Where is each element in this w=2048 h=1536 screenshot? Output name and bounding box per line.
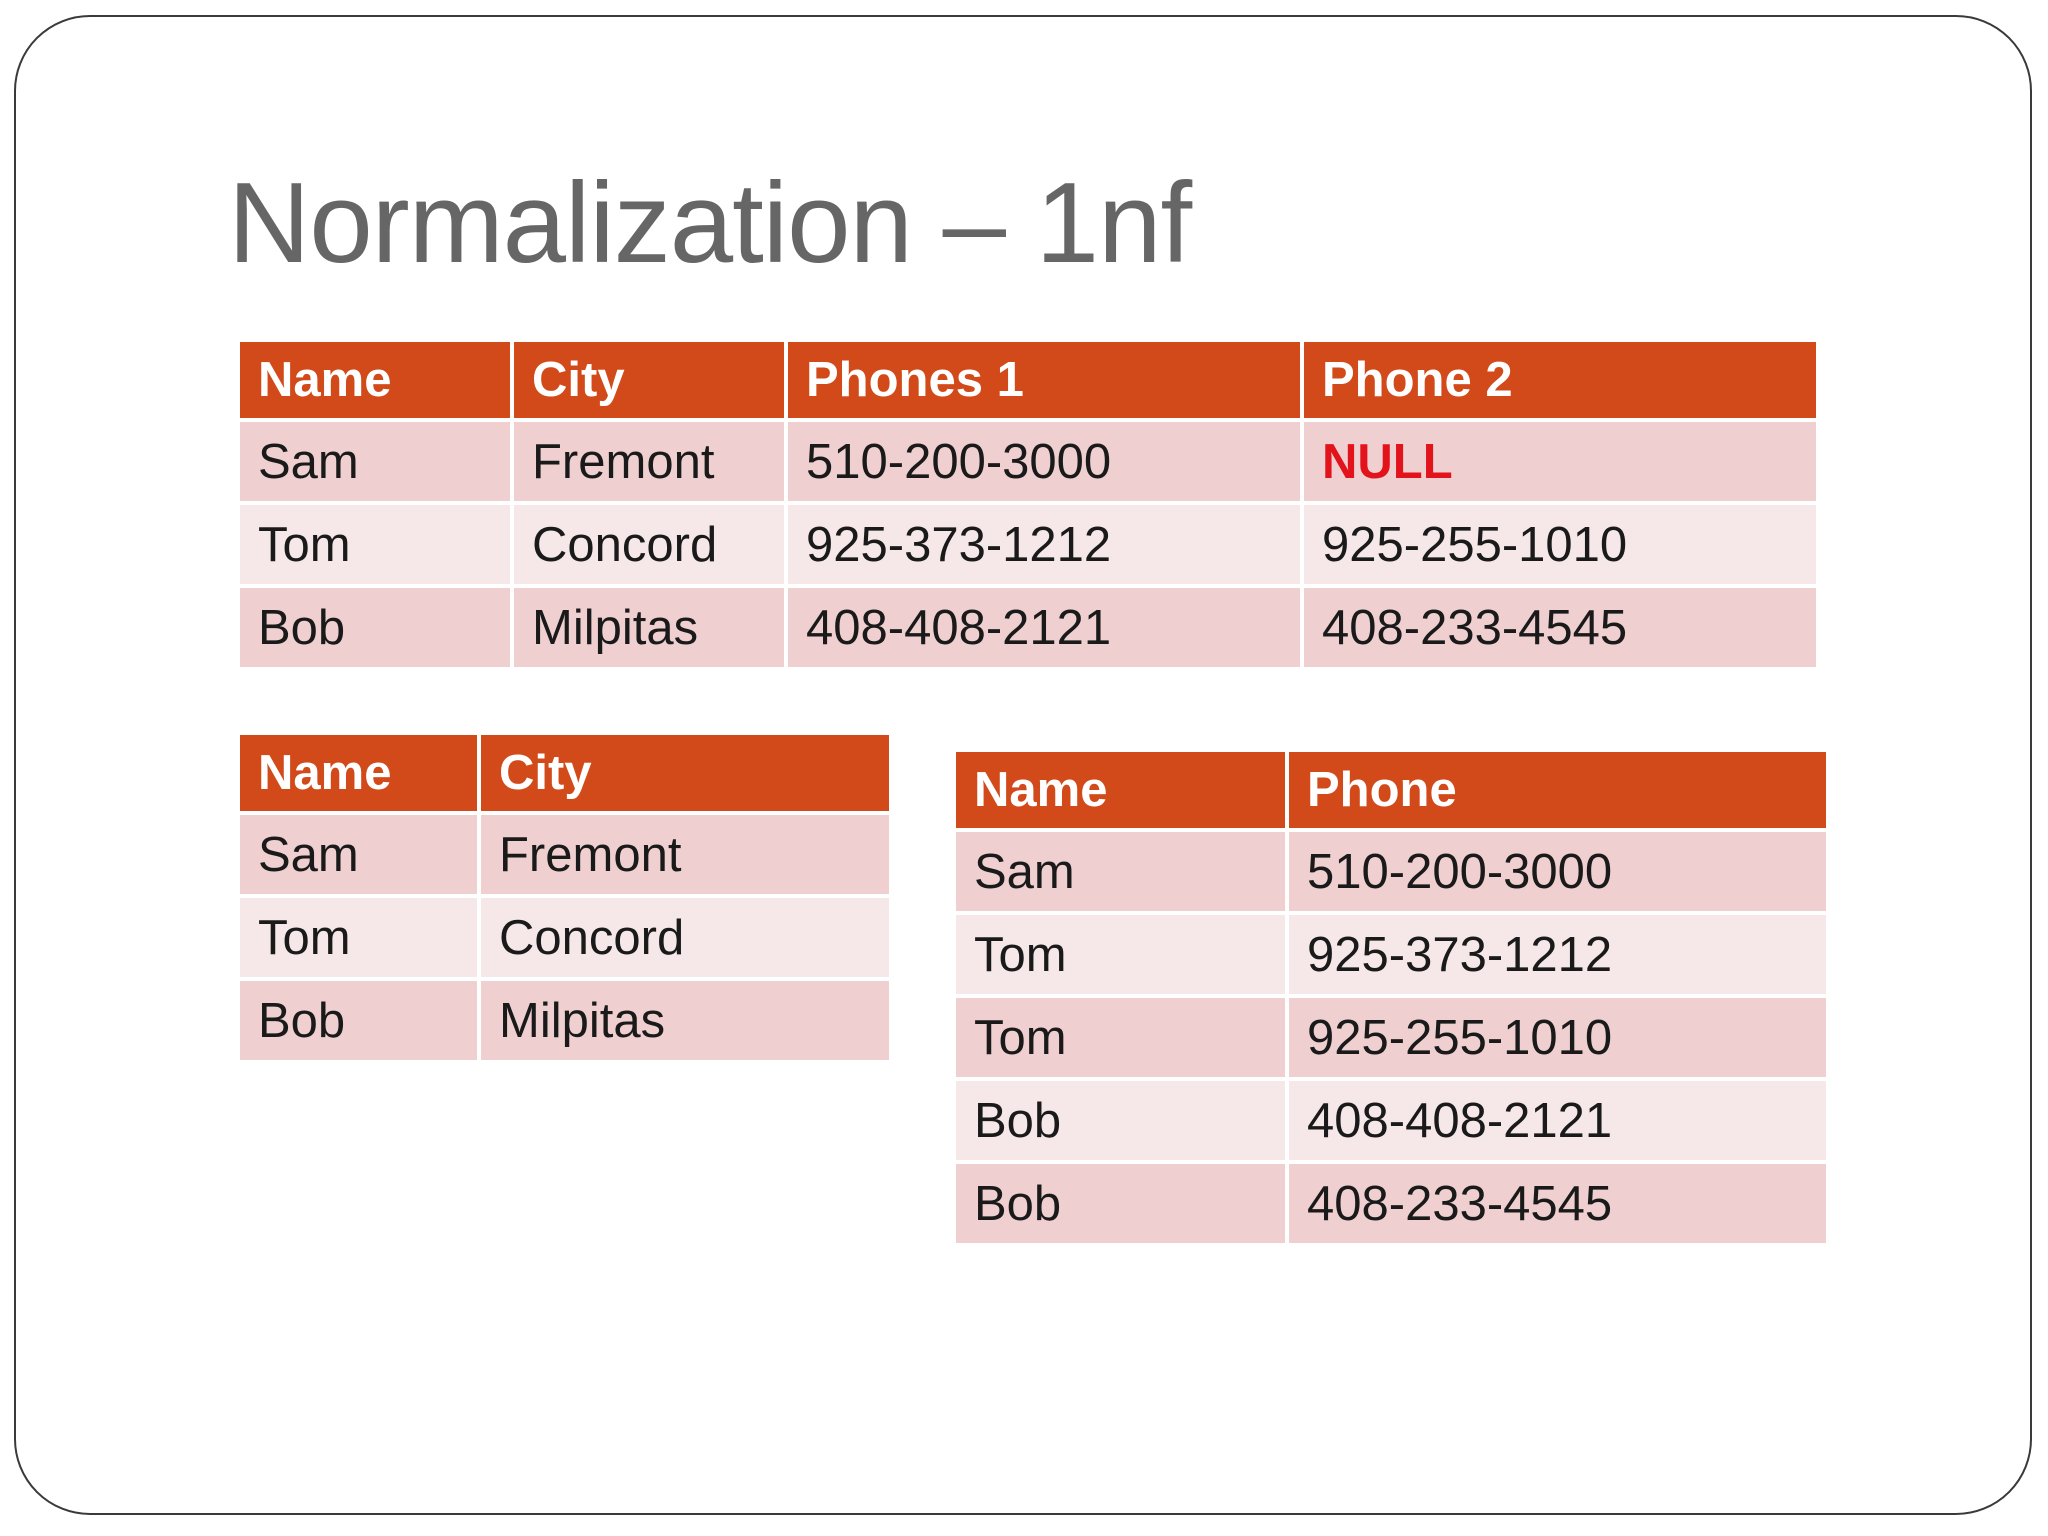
name-city-table [236, 731, 893, 1064]
cell-name: Bob [240, 981, 477, 1060]
cell-city: Milpitas [481, 981, 889, 1060]
cell-phone: 408-233-4545 [1289, 1164, 1826, 1243]
cell-phone: 925-255-1010 [1289, 998, 1826, 1077]
cell-phone-1: 925-373-1212 [788, 505, 1300, 584]
table-row [956, 1081, 1826, 1160]
name-phone-table [952, 748, 1830, 1247]
table-header-row [240, 342, 1816, 418]
column-header-phone-2: Phone 2 [1304, 342, 1816, 418]
table-row [240, 588, 1816, 667]
table-header-row [956, 752, 1826, 828]
table-header-row [240, 735, 889, 811]
column-header-phone: Phone [1289, 752, 1826, 828]
cell-city: Concord [481, 898, 889, 977]
table-row [240, 422, 1816, 501]
cell-name: Sam [956, 832, 1285, 911]
cell-name: Tom [240, 505, 510, 584]
column-header-name: Name [240, 342, 510, 418]
table-row [240, 981, 889, 1060]
cell-phone-1: 408-408-2121 [788, 588, 1300, 667]
slide-title: Normalization – 1nf [228, 160, 1192, 287]
cell-name: Bob [240, 588, 510, 667]
cell-name: Tom [956, 998, 1285, 1077]
table-row [240, 815, 889, 894]
cell-phone-1: 510-200-3000 [788, 422, 1300, 501]
cell-name: Sam [240, 815, 477, 894]
cell-name: Bob [956, 1164, 1285, 1243]
cell-phone: 408-408-2121 [1289, 1081, 1826, 1160]
table-row [956, 915, 1826, 994]
unnormalized-table [236, 338, 1820, 671]
cell-phone: 510-200-3000 [1289, 832, 1826, 911]
table-row [956, 832, 1826, 911]
cell-city: Fremont [481, 815, 889, 894]
cell-city: Concord [514, 505, 784, 584]
column-header-city: City [514, 342, 784, 418]
cell-name: Sam [240, 422, 510, 501]
column-header-name: Name [956, 752, 1285, 828]
cell-city: Milpitas [514, 588, 784, 667]
column-header-city: City [481, 735, 889, 811]
column-header-name: Name [240, 735, 477, 811]
table-row [240, 505, 1816, 584]
cell-phone: 925-373-1212 [1289, 915, 1826, 994]
cell-name: Tom [956, 915, 1285, 994]
cell-phone-2: 408-233-4545 [1304, 588, 1816, 667]
cell-phone-2: 925-255-1010 [1304, 505, 1816, 584]
cell-name: Tom [240, 898, 477, 977]
cell-city: Fremont [514, 422, 784, 501]
table-row [956, 998, 1826, 1077]
table-row [240, 898, 889, 977]
cell-phone-2-null: NULL [1304, 422, 1816, 501]
table-row [956, 1164, 1826, 1243]
cell-name: Bob [956, 1081, 1285, 1160]
column-header-phones-1: Phones 1 [788, 342, 1300, 418]
